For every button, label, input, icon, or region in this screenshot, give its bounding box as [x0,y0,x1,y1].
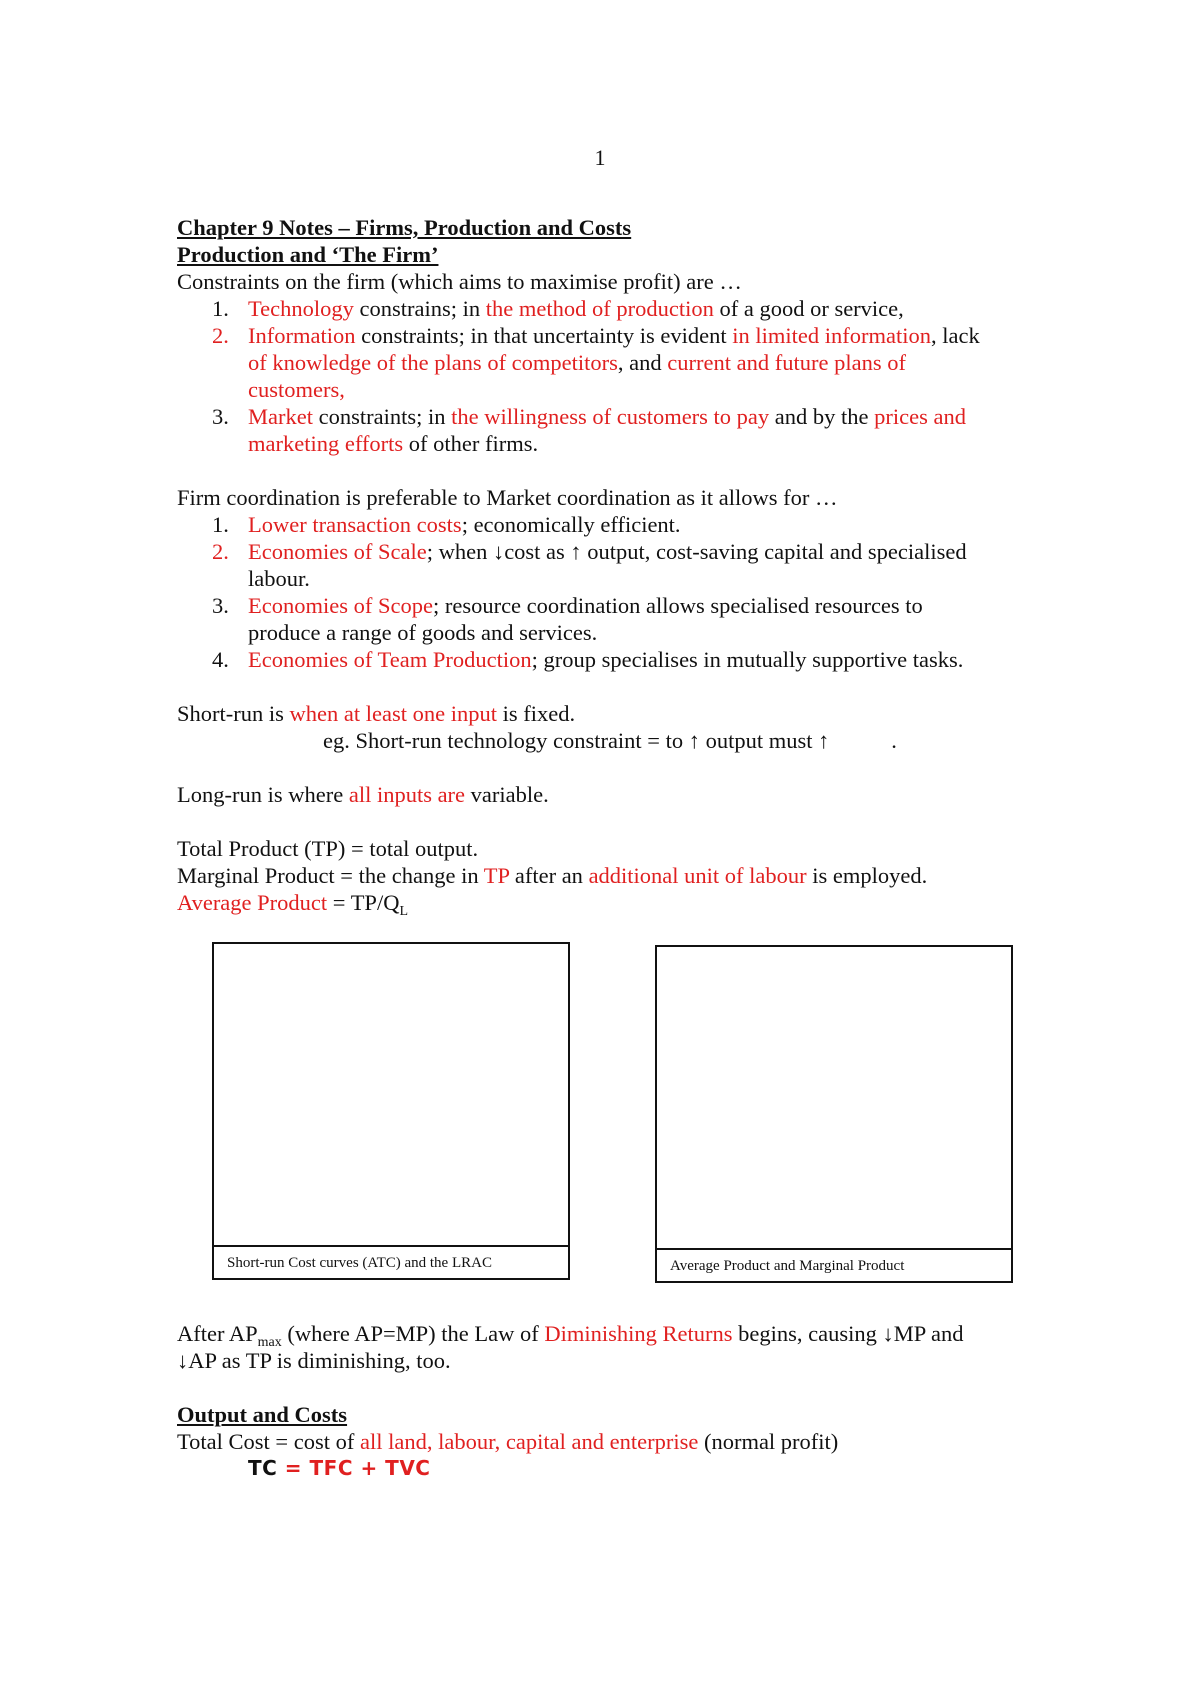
diminishing-returns-paragraph-line2: ↓AP as TP is diminishing, too. [177,1348,451,1373]
list-item [177,322,1037,403]
list-item-line [248,592,1037,619]
highlight-term: Economies of Team Production [248,647,532,672]
text-run: ; economically efficient. [461,512,681,537]
list-item-line [248,619,1037,646]
highlight-term: Economies of Scale [248,539,427,564]
formula-rest: = TFC + TVC [277,1456,431,1480]
marginal-product-definition [177,862,1037,889]
highlight-term: Technology [248,296,354,321]
average-product-definition [177,889,1037,919]
text-run: begins, causing ↓MP and [732,1321,964,1346]
average-product-subscript: L [399,904,409,919]
section-heading-output-costs: Output and Costs [177,1402,348,1427]
list-item-line [248,349,1037,376]
diminishing-returns-paragraph [177,1320,1037,1350]
long-run-definition [177,781,1037,808]
list-item [177,403,1037,457]
list-item [177,538,1037,592]
list-item-line [248,538,1037,565]
text-run: ; group specialises in mutually supportive tasks. [531,647,964,672]
list-item [177,295,1037,322]
text-run: is employed. [806,863,928,888]
coordination-intro: Firm coordination is preferable to Market coordination as it allows for … [177,485,838,510]
text-run: , and [617,350,668,375]
constraints-list [177,295,1037,457]
document-body [177,214,1037,919]
list-item [177,511,1037,538]
list-item-line [248,322,1037,349]
figure-caption-left: Short-run Cost curves (ATC) and the LRAC [214,1245,568,1278]
text-run: Short-run is [177,701,290,726]
highlight-term: Market [248,404,313,429]
text-run: constraints; in [312,404,452,429]
highlight-term: Diminishing Returns [544,1321,733,1346]
list-item-line [248,565,1037,592]
chapter-title: Chapter 9 Notes – Firms, Production and Costs [177,215,632,240]
coordination-list [177,511,1037,673]
highlight-term: all land, labour, capital and enterprise [359,1429,699,1454]
highlight-term: TP [483,863,510,888]
list-number: 2. [212,323,229,348]
figure-caption-right: Average Product and Marginal Product [657,1248,1011,1281]
text-run: (where AP=MP) the Law of [281,1321,545,1346]
list-item-line [248,430,1037,457]
list-number: 3. [212,593,229,618]
text-run: ; resource coordination allows specialised resources to [432,593,923,618]
text-run: ; when ↓cost as ↑ output, cost-saving capital and specialised [426,539,967,564]
text-run: Long-run is where [177,782,349,807]
total-cost-formula [177,1455,1037,1482]
list-item-line [248,646,1037,673]
page-number: 1 [594,145,606,170]
list-number: 1. [212,512,229,537]
list-number: 3. [212,404,229,429]
average-product-label: Average Product [177,890,328,915]
highlight-term: Information [248,323,356,348]
list-item [177,592,1037,646]
highlight-term: prices and [874,404,966,429]
short-run-definition [177,700,1037,727]
list-item-line [248,511,1037,538]
highlight-term: the willingness of customers to pay [451,404,770,429]
text-run: constrains; in [353,296,486,321]
average-product-formula: = TP/Q [327,890,400,915]
highlight-term: all inputs are [348,782,466,807]
list-number: 2. [212,539,229,564]
list-item-line [248,403,1037,430]
highlight-term: Lower transaction costs [248,512,462,537]
text-run: , lack [931,323,980,348]
ap-max-subscript: max [257,1335,282,1350]
figure-average-marginal-product [655,945,1013,1283]
list-number: 1. [212,296,229,321]
document-body-continued [177,1320,1037,1482]
highlight-term: customers, [248,377,345,402]
highlight-term: the method of production [485,296,714,321]
list-item [177,646,1037,673]
constraints-intro: Constraints on the firm (which aims to maximise profit) are … [177,269,742,294]
highlight-term: of knowledge of the plans of competitors [248,350,618,375]
total-cost-definition [177,1428,1037,1455]
highlight-term: marketing efforts [248,431,404,456]
text-run: is fixed. [496,701,576,726]
short-run-example: eg. Short-run technology constraint = to ↑ output must ↑ . [323,728,897,753]
text-run: labour. [248,566,310,591]
text-run: produce a range of goods and services. [248,620,598,645]
text-run: After AP [177,1321,258,1346]
list-item-line [248,295,1037,322]
list-number: 4. [212,647,229,672]
text-run: of a good or service, [713,296,904,321]
text-run: constraints; in that uncertainty is evident [355,323,733,348]
total-product-definition: Total Product (TP) = total output. [177,836,479,861]
list-item-line [248,376,1037,403]
highlight-term: additional unit of labour [588,863,807,888]
text-run: of other firms. [403,431,539,456]
formula-tc: TC [248,1456,278,1480]
text-run: and by the [769,404,875,429]
text-run: (normal profit) [698,1429,839,1454]
highlight-term: in limited information [732,323,931,348]
highlight-term: Economies of Scope [248,593,433,618]
highlight-term: when at least one input [289,701,497,726]
highlight-term: current and future plans of [667,350,906,375]
figure-short-run-cost-curves [212,942,570,1280]
text-run: variable. [465,782,549,807]
text-run: Marginal Product = the change in [177,863,484,888]
text-run: after an [509,863,589,888]
section-heading-production: Production and ‘The Firm’ [177,242,439,267]
text-run: Total Cost = cost of [177,1429,360,1454]
